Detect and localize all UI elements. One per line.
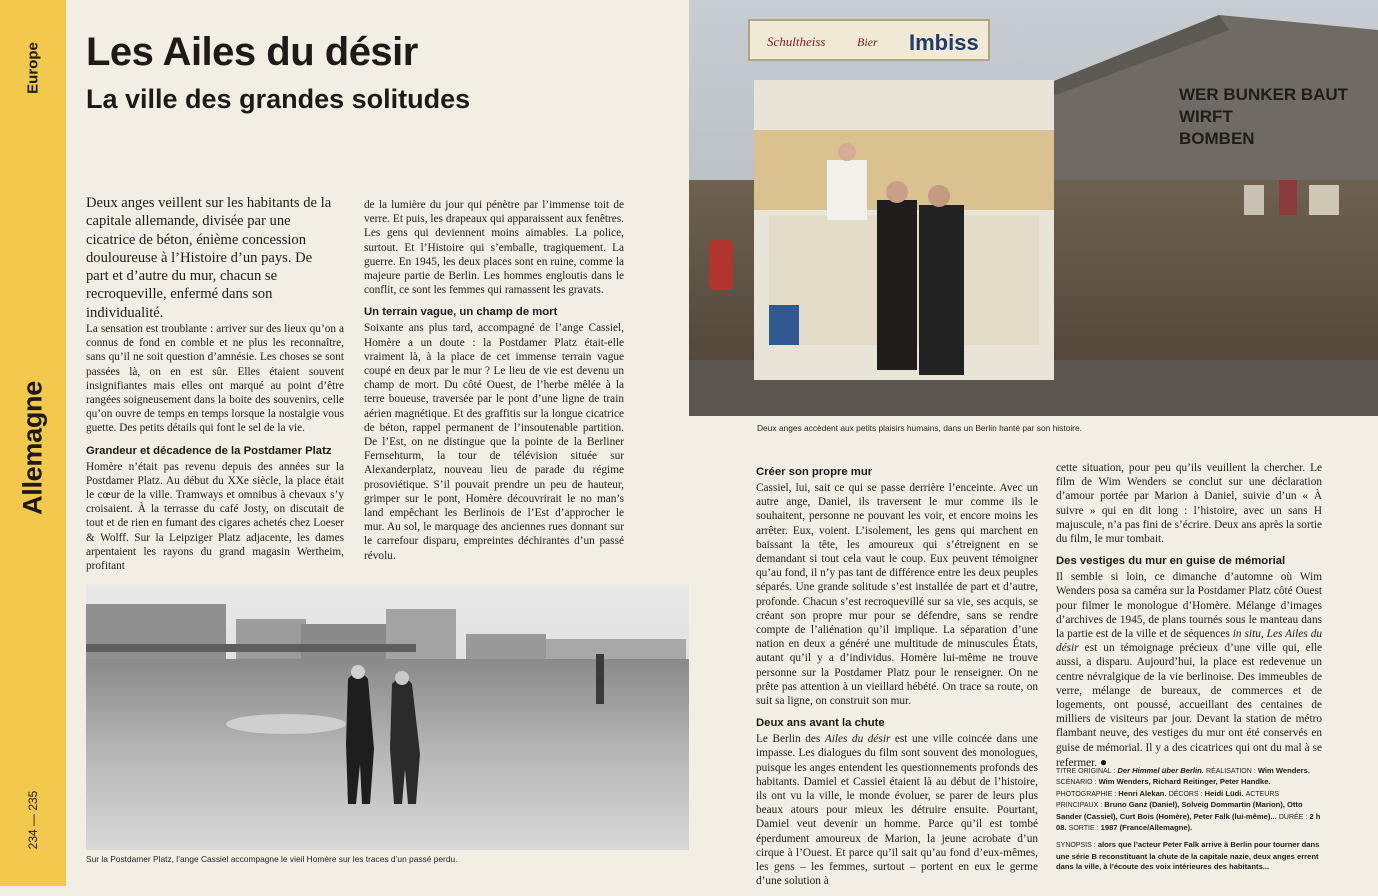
text-run: est un témoignage précieux d’une ville qui, elle aussi, a disparu. Aujourd’hui, la place est redevenue un centre névralgique de la vie berlinoise. Des immeubles de verre, mélange de bureaux, de commerces et de logements, ont poussé, accueillant des centaines de milliers de visiteurs par jour. Devant la station de métro flambant neuve, des vestiges du mur ont été conservés en guise de mémorial. Il y a des cicatrices qui ont du mal à se refermer. <box>1056 642 1322 769</box>
section-heading: Des vestiges du mur en guise de mémorial <box>1056 555 1286 568</box>
photo-caption-bottom: Sur la Postdamer Platz, l’ange Cassiel accompagne le vieil Homère sur les traces d’un passé perdu. <box>86 854 458 864</box>
film-title: Ailes du désir <box>824 733 891 746</box>
synopsis-text: alors que l’acteur Peter Falk arrive à Berlin pour tourner dans une série B reconstituant la chute de la capitale nazie, deux anges errent dans la ville, à l’écoute des voix intérieures des habitants... <box>1056 840 1320 872</box>
sign-beer: Bier <box>857 35 878 49</box>
end-mark: ● <box>1099 754 1108 769</box>
page-numbers: 234 — 235 <box>26 790 40 850</box>
graffiti-line-1: WER BUNKER BAUT <box>1179 85 1349 104</box>
paragraph: Cassiel, lui, sait ce qui se passe derrière l’enceinte. Avec un autre ange, Daniel, ils traversent le mur comme ils le souhaitent, personne ne pouvant les voir, et encore moins les arrêter. Eux, voient. L’isolement, les gens qui marchent en baissant la tête, les amoureux qui s’étreignent en se demandant si tout cela vaut le coup. Eux peuvent témoigner qu’au fond, il n’y pas tant de différence entre les deux peuples séparés. Une grande solitude s’est installée de part et d’autre, profonde. Chacun s’est recroquevillé sur sa vie, ses acquis, se créant son propre mur pour se défendre, sans se rendre compte de l’aliénation qu’il implique. La séparation d’une nation en deux a généré une multitude de minuscules États, autant qu’il y a d’individus. Homère lui-même ne trouve personne sur la Postdamer Platz pour le renseigner. On ne prête pas attention à un vieillard hébété. On trace sa route, on suit sa ligne, on construit son mur. <box>756 482 1038 708</box>
photo-caption-top: Deux anges accèdent aux petits plaisirs humains, dans un Berlin hanté par son histoire. <box>757 423 1082 433</box>
paragraph: Soixante ans plus tard, accompagné de l’ange Cassiel, Homère a un doute : la Postdamer Platz était-elle vraiment là, à la place de cet immense terrain vague coupé en deux par le mur ? Le lieu de vie est devenu un champ de mort. Du côté Ouest, de l’herbe mêlée à la terre boueuse, traversée par le pont d’une ligne de train aérien magnétique. Et des graffitis sur la longue cicatrice de béton, rappel permanent de l’insoutenable partition. De l’Est, on ne distingue que la pointe de la Berliner Fernsehturm, la tour de télévision située sur Alexanderplatz, nouveau lieu de parade du régime prosoviétique. S’il pouvait prendre un peu de hauteur, grimper sur le pont, Homère découvrirait le no man’s land empêchant les Berlinois de l’Est d’approcher le mur. Au sol, le marquage des anciennes rues donnant sur le carrefour disparu, empreintes déchirantes d’un passé révolu. <box>364 322 624 562</box>
text-column-3 <box>756 461 1038 896</box>
credit-label: ACTEURS PRINCIPAUX : <box>1056 790 1280 810</box>
credit-value: Der Himmel über Berlin. <box>1117 766 1204 775</box>
text-run: est une ville coincée dans une impasse. Les dialogues du film sont souvent des monologues, puisque les anges entendent les questionnements profonds des habitants. Damiel et Cassiel étaient là au début de l’histoire, ils ont vu la ville, le monde évoluer, se parer de leurs plus beaux atours pour mieux les détruire ensuite. Pourtant, Damiel veut devenir un homme. Parce qu’il est tombé éperdument amoureux de Marion, la jeune acrobate d’un cirque à l’Ouest. Et parce qu’il sait qu’au fond d’eux-mêmes, les gens – les femmes, surtout – portent en eux le germe d’une solution à <box>756 733 1038 888</box>
credit-label: DURÉE : <box>1278 813 1308 821</box>
section-heading: Deux ans avant la chute <box>756 717 885 730</box>
credit-label: PHOTOGRAPHIE : <box>1056 790 1117 798</box>
credit-label: SYNOPSIS : <box>1056 842 1096 850</box>
paragraph: La sensation est troublante : arriver sur des lieux qu’on a connus de fond en comble et ne plus les reconnaître, sans qu’il ne soit question d’amnésie. Les choses se sont passées là, on en est sûr. Elles étaient souvent insignifiantes mais elles ont marqué au point d’être rangées soigneusement dans la boite des souvenirs, celle qu’on ouvre de temps en temps lorsque la nostalgie vous guette. Des petits détails qui font le sel de la vie. <box>86 323 344 435</box>
paragraph: Homère n’était pas revenu depuis des années sur la Postdamer Platz. Au début du XXe siècle, la place était le cœur de la ville. Tramways et omnibus à chevaux s’y croisaient. À la terrasse du café Josty, on discutait de tout et de rien en fumant des cigares achetés chez Loeser & Wolff. Sur la Leipziger Platz adjacente, les dames arpentaient les rayons du grand magasin Wertheim, profitant <box>86 460 344 573</box>
text-column-1 <box>86 322 344 581</box>
sign-brewery: Schultheiss <box>767 34 826 49</box>
credit-label: SCÉNARIO : <box>1056 779 1097 787</box>
country-label: Allemagne <box>17 381 48 515</box>
bw-photo-illustration <box>86 584 689 850</box>
credit-value: 2 h 08. <box>1056 811 1321 833</box>
credit-label: SORTIE : <box>1068 825 1099 833</box>
graffiti-line-2: WIRFT <box>1179 107 1233 126</box>
film-title: in situ, Les Ailes du désir <box>1056 628 1322 655</box>
photo-imbiss-stand <box>689 0 1378 416</box>
credit-value: Henri Alekan. <box>1118 788 1167 798</box>
article-subtitle: La ville des grandes solitudes <box>86 84 471 114</box>
text-run: Il semble si loin, ce dimanche d’automne où Wim Wenders posa sa caméra sur la Postdamer Platz côté Ouest pour filmer le monologue d’Homère. Mélange d’images d’archives de 1945, de plans tournés sous le manteau dans la partie est de la ville et de séquences <box>1056 571 1322 641</box>
section-heading: Un terrain vague, un champ de mort <box>364 306 558 319</box>
credit-value: Bruno Ganz (Daniel), Solveig Dommartin (Marion), Otto Sander (Cassiel), Curt Bois (Homère), Peter Falk (lui-même)... <box>1056 800 1303 821</box>
text-column-2 <box>364 198 624 571</box>
credits-block <box>1056 766 1322 834</box>
section-label: Europe <box>24 42 42 94</box>
paragraph <box>1056 570 1322 770</box>
credit-label: DÉCORS : <box>1168 790 1203 798</box>
text-column-4 <box>1056 461 1322 778</box>
credit-label: TITRE ORIGINAL : <box>1056 768 1116 775</box>
credit-value: Heidi Lüdi. <box>1204 788 1244 798</box>
graffiti-line-3: BOMBEN <box>1179 129 1255 148</box>
credit-label: RÉALISATION : <box>1206 768 1256 775</box>
section-heading: Grandeur et décadence de la Postdamer Platz <box>86 444 332 457</box>
paragraph: cette situation, pour peu qu’ils veuillent la chercher. Le film de Wim Wenders se conclut sur une déclaration d’amour portée par Marion à Daniel, suivie d’un « À suivre » qui en dit long : l’histoire, avec un sans H majuscule, n’a pas fini de s’écrire. Deux ans après la sortie du film, le mur tombait. <box>1056 462 1323 546</box>
text-run: Le Berlin des <box>756 733 825 746</box>
credit-value: 1987 (France/Allemagne). <box>1100 823 1193 833</box>
photo-postdamer-platz <box>86 584 689 850</box>
sign-imbiss: Imbiss <box>909 30 979 55</box>
credit-value: Wim Wenders. <box>1257 766 1310 775</box>
paragraph: de la lumière du jour qui pénètre par l’immense toit de verre. Et puis, les drapeaux qui apparaissent aux fenêtres. Les gens qui deviennent moins aimables. La police, surtout. Et l’Histoire qui s’emballe, tragiquement. La guerre. En 1945, les deux places sont en ruine, comme la majeure partie de Berlin. Les hommes engloutis dans le conflit, ce sont les femmes qui ramassent les gravats. <box>364 199 624 297</box>
film-credits <box>1056 766 1322 879</box>
color-photo-illustration <box>689 0 1378 416</box>
intro-paragraph: Deux anges veillent sur les habitants de la capitale allemande, divisée par une cicatrice de béton, énième concession douloureuse à l’Histoire d’un pays. De part et d’autre du mur, chacun se recroqueville, enfermé dans son individualité. <box>86 195 332 321</box>
article-title: Les Ailes du désir <box>86 30 418 74</box>
paragraph <box>756 732 1038 888</box>
credit-value: Wim Wenders, Richard Reitinger, Peter Handke. <box>1098 777 1271 787</box>
section-heading: Créer son propre mur <box>756 466 873 478</box>
synopsis <box>1056 840 1322 872</box>
